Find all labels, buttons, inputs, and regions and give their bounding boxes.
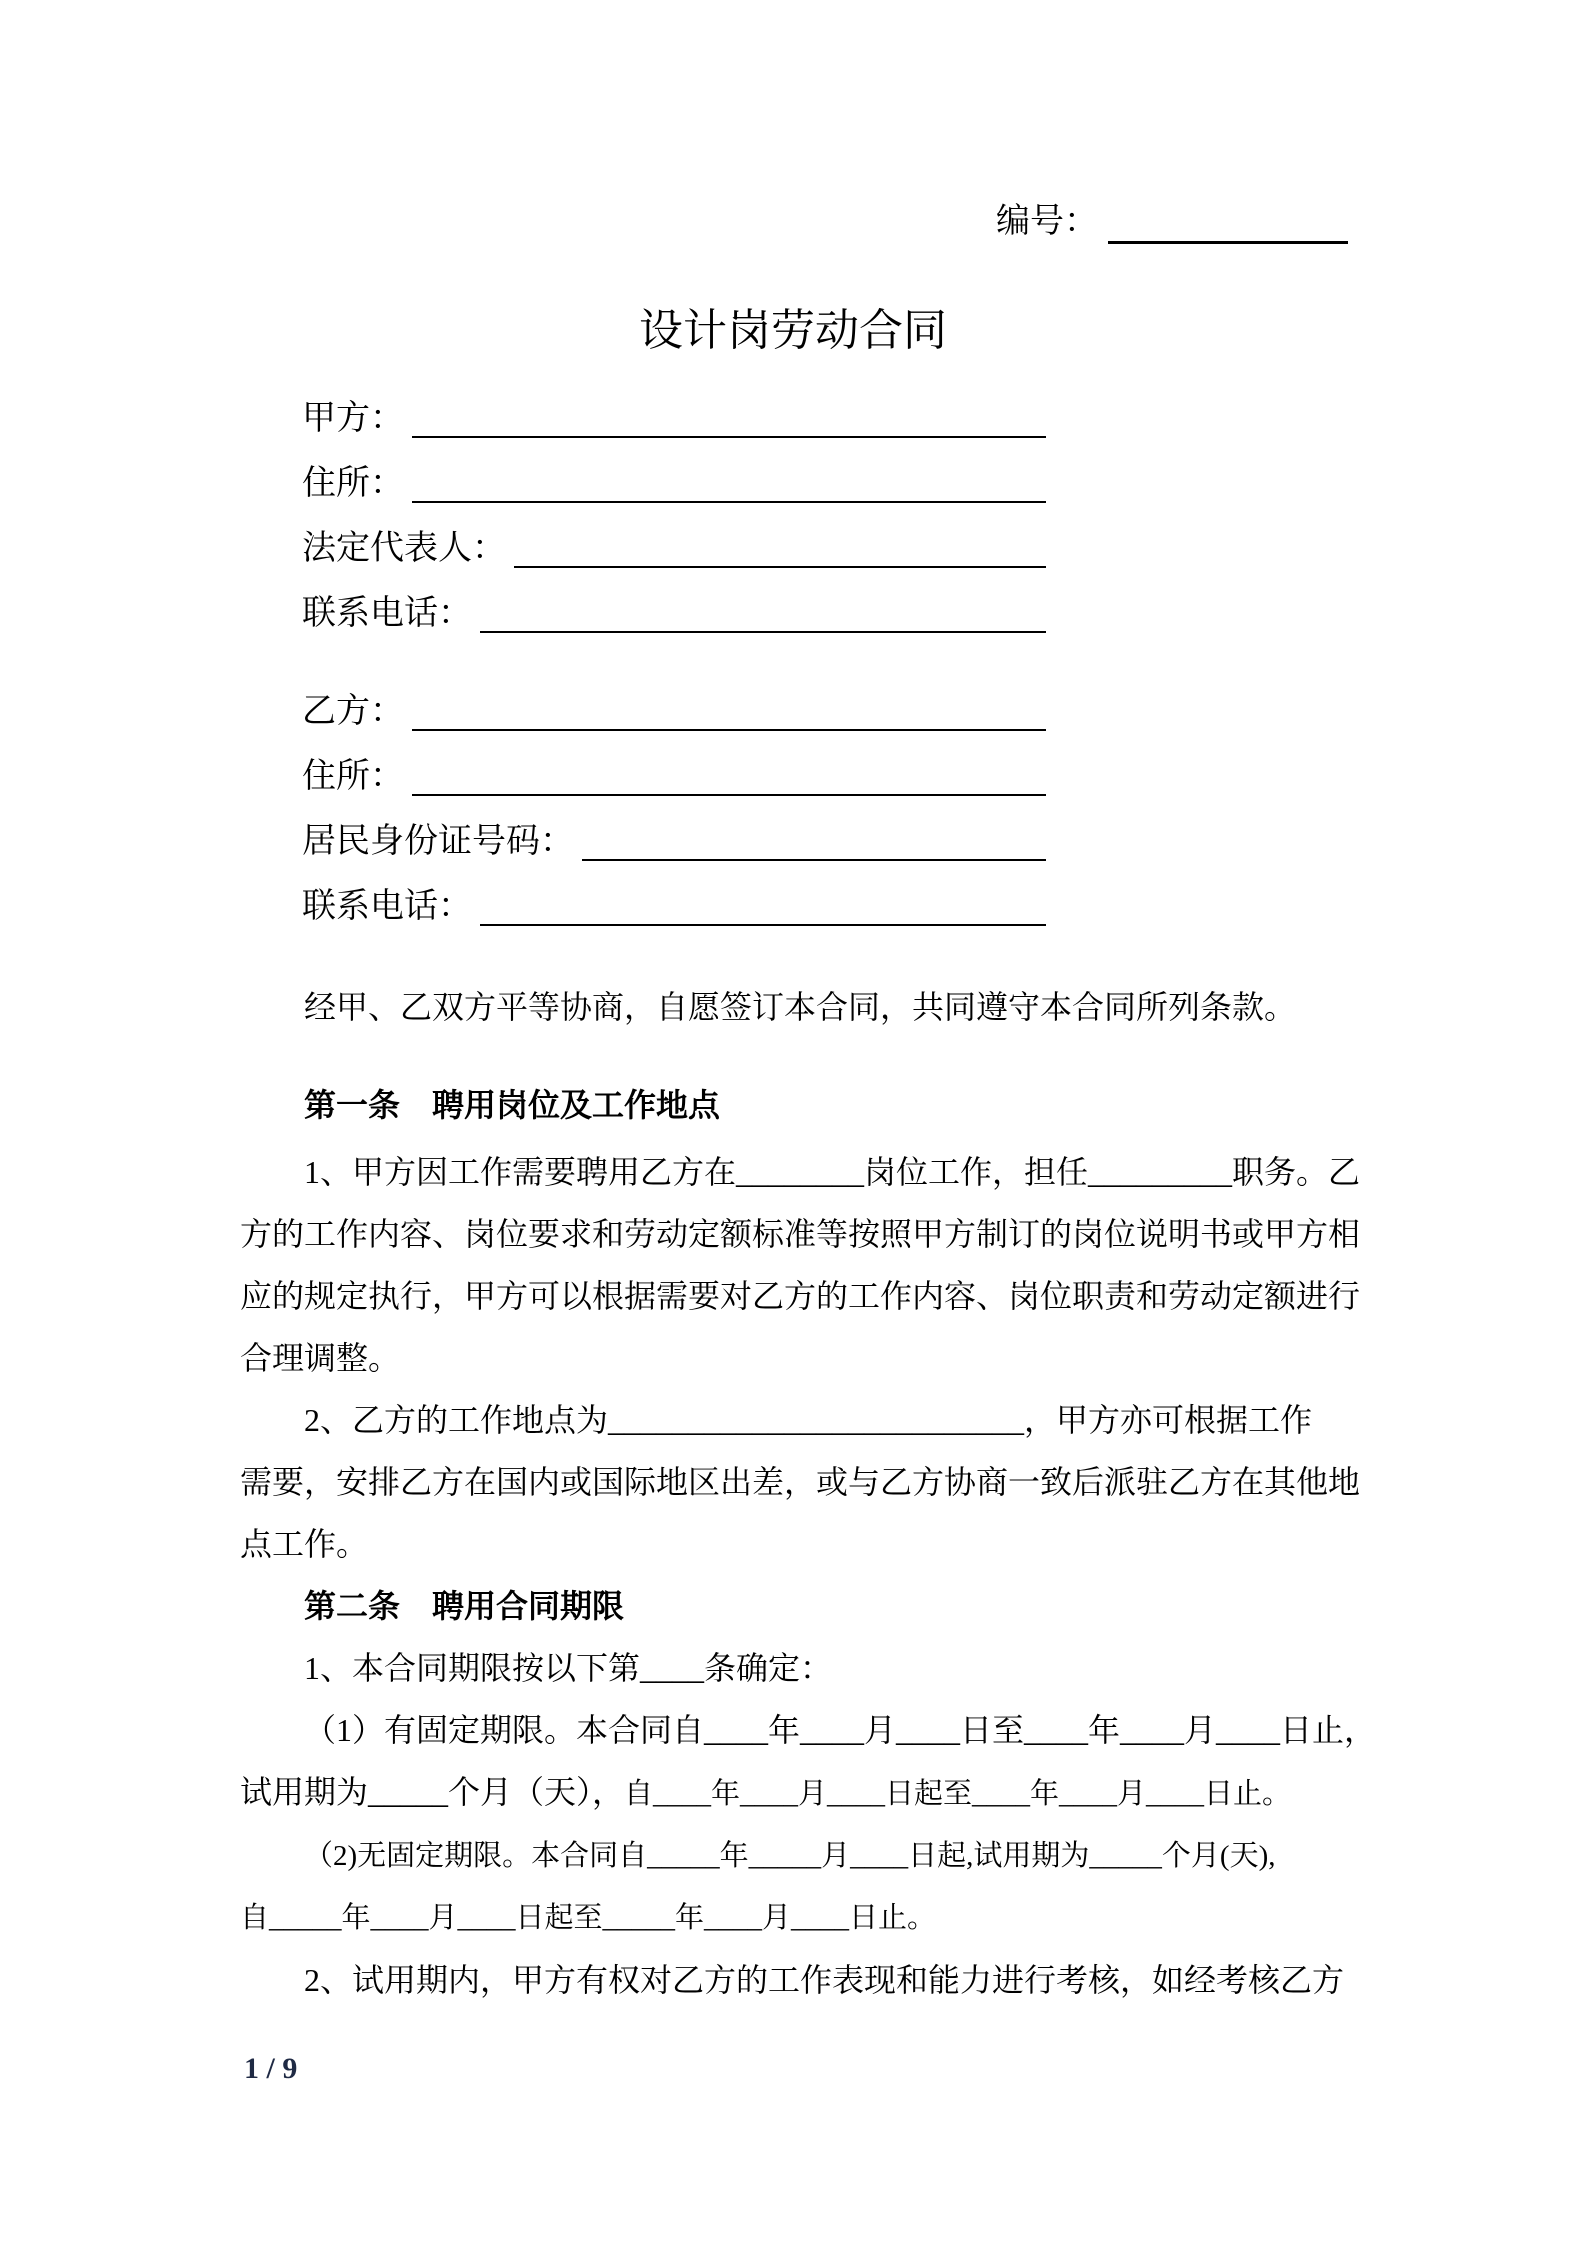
- contract-line: 应的规定执行，甲方可以根据需要对乙方的工作内容、岗位职责和劳动定额进行: [240, 1278, 1361, 1314]
- field-blank-line: [582, 821, 1046, 861]
- field-row-party-b-phone: [302, 886, 1046, 951]
- field-row-party-a-legal-rep: [302, 528, 1046, 593]
- field-label: 住所：: [302, 465, 404, 502]
- field-label: 住所：: [302, 758, 404, 795]
- field-label: 联系电话：: [302, 888, 472, 925]
- field-row-party-a-name: [302, 398, 1046, 463]
- field-blank-line: [480, 593, 1046, 633]
- contract-line: 自_____年____月____日起至_____年____月____日止。: [240, 1902, 937, 1934]
- field-label: 居民身份证号码：: [302, 823, 574, 860]
- contract-body: [240, 976, 1377, 2011]
- contract-line: 1、甲方因工作需要聘用乙方在________岗位工作，担任_________职务。乙: [304, 1154, 1361, 1190]
- contract-line: （2)无固定期限。本合同自_____年_____月____日起,试用期为_____个月(天),: [304, 1840, 1276, 1872]
- field-blank-line: [412, 756, 1046, 796]
- party-a-fields: [302, 398, 1046, 658]
- field-blank-line: [412, 691, 1046, 731]
- intro-paragraph: 经甲、乙双方平等协商，自愿签订本合同，共同遵守本合同所列条款。: [304, 989, 1297, 1025]
- contract-line: 1、本合同期限按以下第____条确定：: [304, 1650, 833, 1686]
- field-label: 联系电话：: [302, 595, 472, 632]
- field-blank-line: [412, 463, 1046, 503]
- doc-title: 设计岗劳动合同: [639, 306, 947, 355]
- field-row-party-a-address: [302, 463, 1046, 528]
- party-b-fields: [302, 691, 1046, 951]
- doc-number-row: [0, 200, 1586, 244]
- field-label: 甲方：: [302, 400, 404, 437]
- line-segment-small: 自____年____月____日起至____年____月____日止。: [624, 1778, 1292, 1810]
- field-row-party-a-phone: [302, 593, 1046, 658]
- contract-line: 需要，安排乙方在国内或国际地区出差，或与乙方协商一致后派驻乙方在其他地: [240, 1464, 1361, 1500]
- contract-line: 合理调整。: [240, 1340, 401, 1376]
- field-row-party-b-address: [302, 756, 1046, 821]
- doc-number-blank: [1108, 201, 1348, 244]
- field-blank-line: [514, 528, 1046, 568]
- contract-line: [240, 1761, 1370, 1825]
- contract-line: 2、试用期内，甲方有权对乙方的工作表现和能力进行考核，如经考核乙方: [304, 1962, 1345, 1998]
- field-row-party-b-name: [302, 691, 1046, 756]
- contract-line: （1）有固定期限。本合同自____年____月____日至____年____月____日止，: [304, 1712, 1377, 1748]
- doc-number-label: 编号：: [996, 203, 1098, 240]
- article-1-heading: 第一条 聘用岗位及工作地点: [304, 1087, 721, 1123]
- field-row-party-b-id-number: [302, 821, 1046, 886]
- page-number: 1 / 9: [244, 2052, 298, 2085]
- field-blank-line: [412, 398, 1046, 438]
- contract-line: 方的工作内容、岗位要求和劳动定额标准等按照甲方制订的岗位说明书或甲方相: [240, 1216, 1361, 1252]
- line-segment: 试用期为_____个月（天），: [240, 1774, 625, 1810]
- contract-line: 点工作。: [240, 1526, 369, 1562]
- contract-line: 2、乙方的工作地点为__________________________，甲方亦可根据工作: [304, 1402, 1313, 1438]
- field-label: 乙方：: [302, 693, 404, 730]
- field-blank-line: [480, 886, 1046, 926]
- article-2-heading: 第二条 聘用合同期限: [304, 1588, 625, 1624]
- field-label: 法定代表人：: [302, 530, 506, 567]
